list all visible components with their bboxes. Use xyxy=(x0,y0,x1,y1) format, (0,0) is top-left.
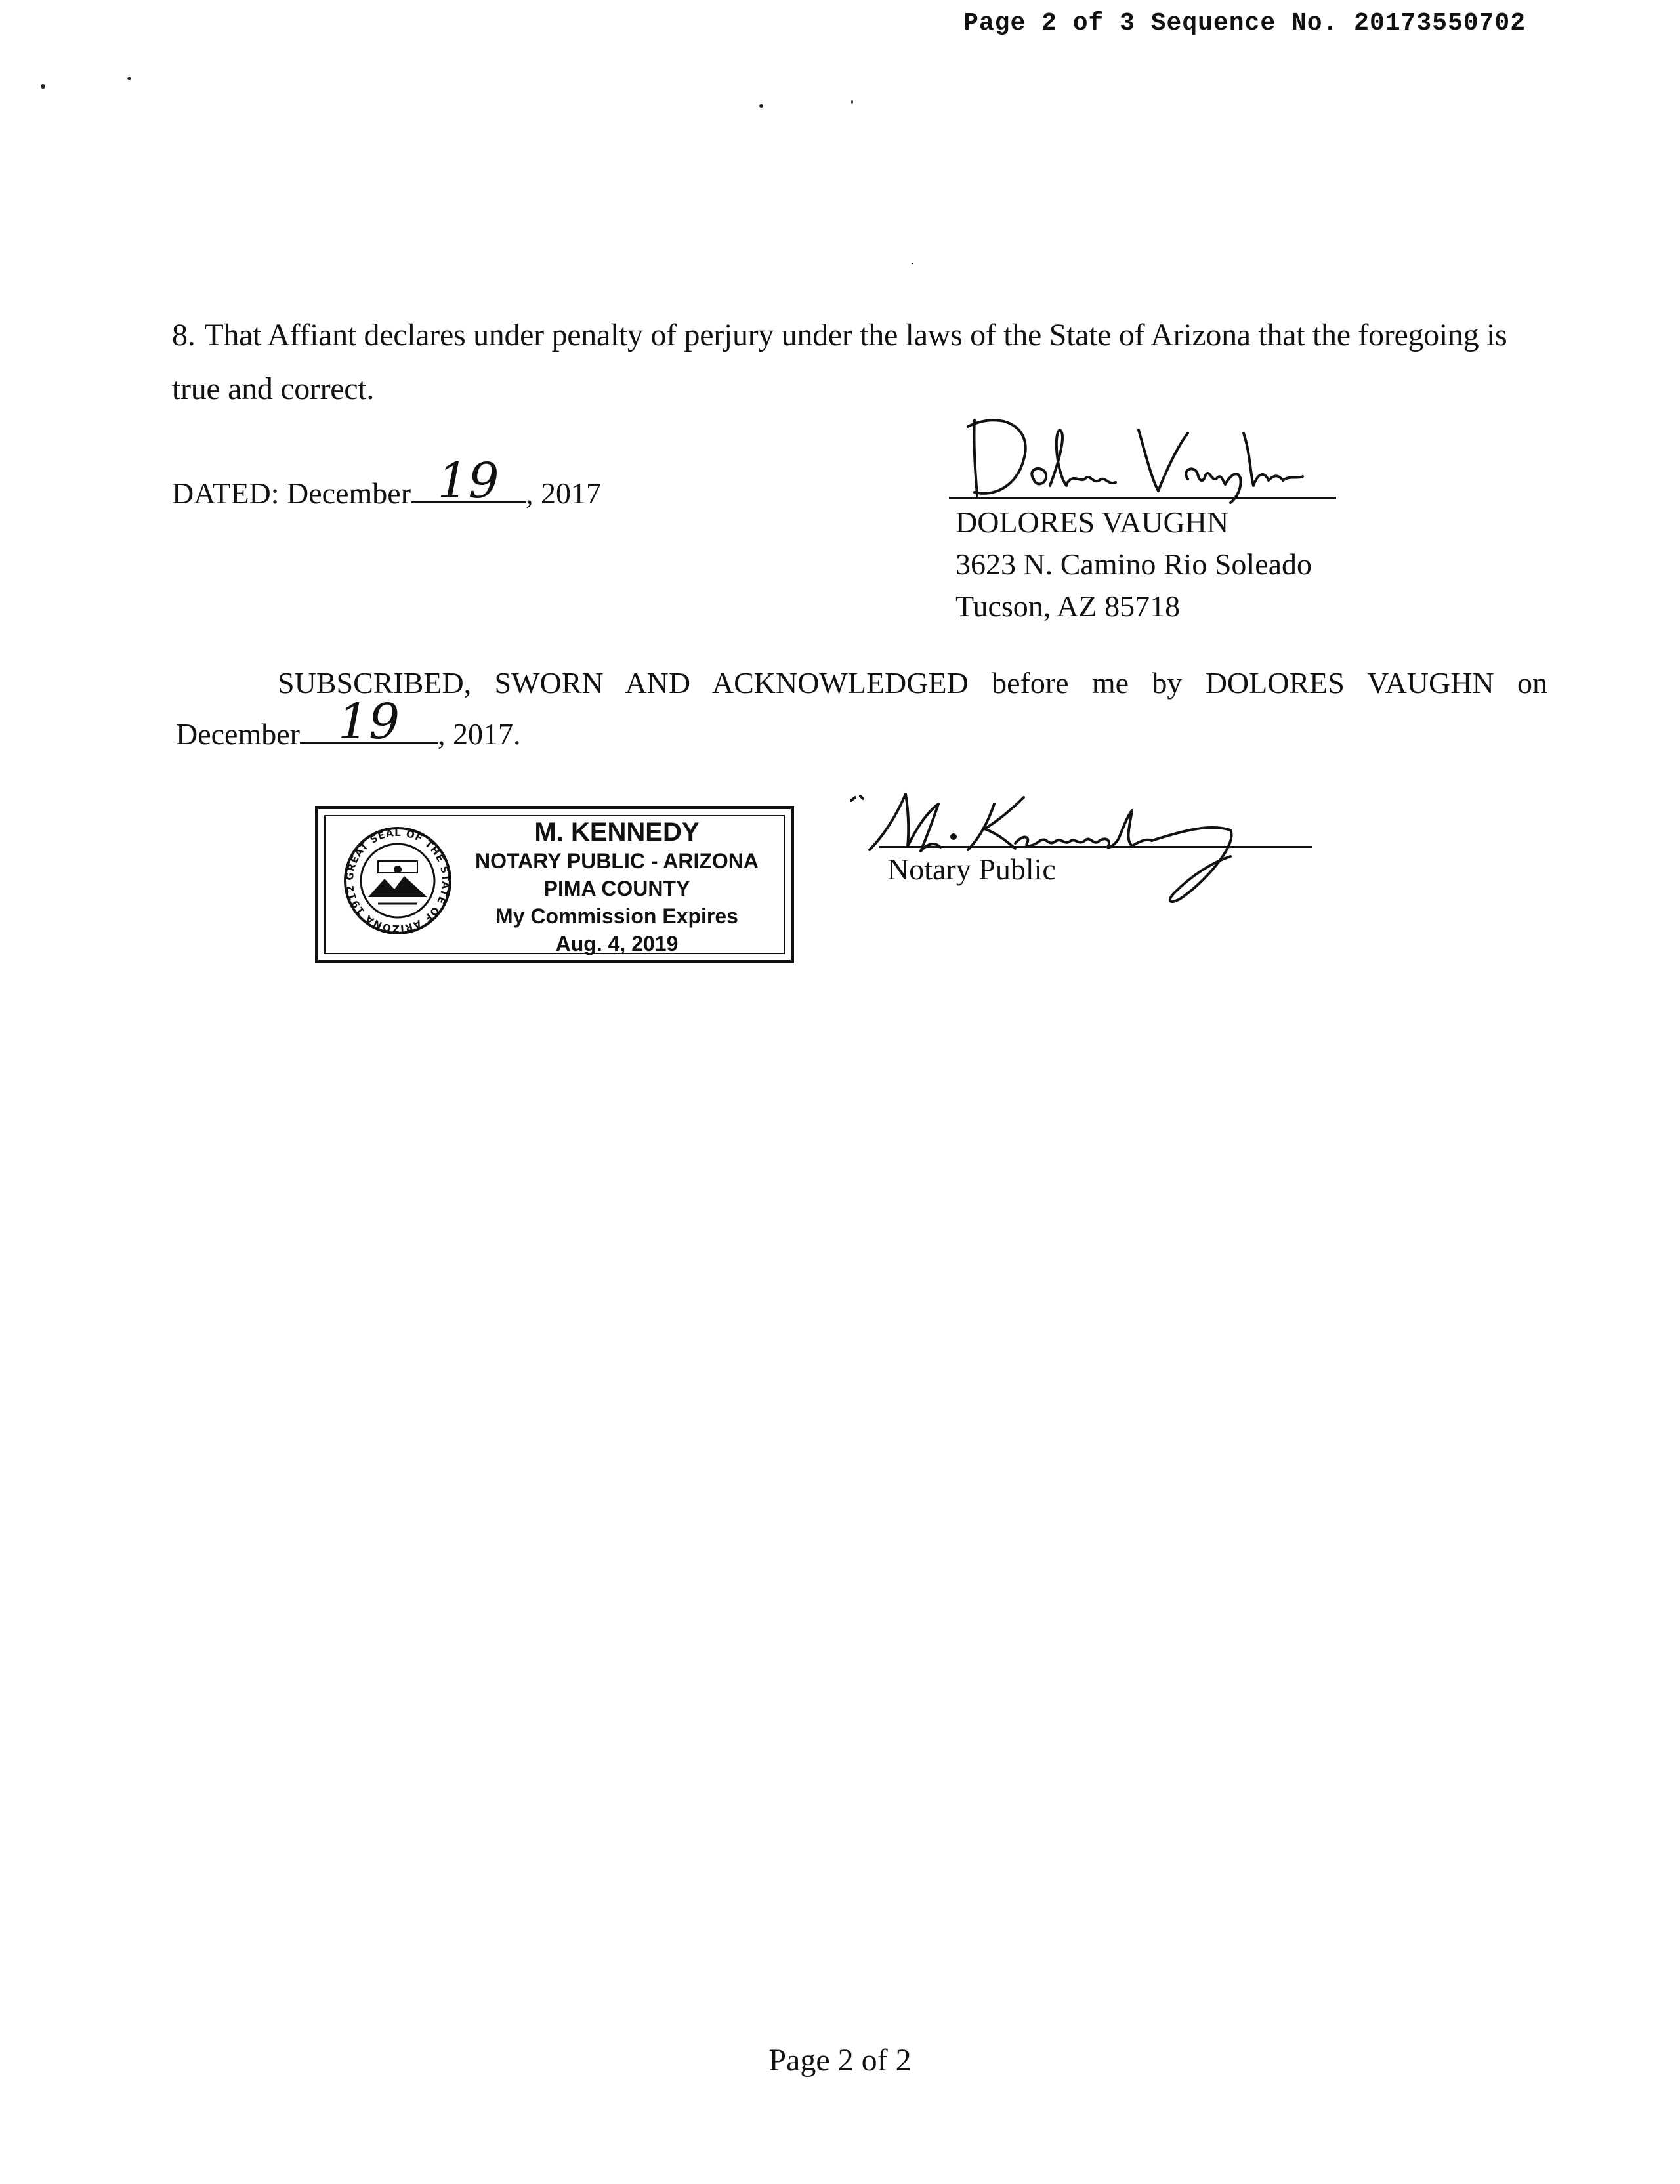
page-footer: Page 2 of 2 xyxy=(768,2043,912,2078)
affiant-signature xyxy=(961,407,1329,505)
stamp-name: M. KENNEDY xyxy=(534,818,700,847)
acknowledgment-line-2 xyxy=(176,694,1547,761)
paragraph-number: 8. xyxy=(172,318,196,352)
acknowledgment-day-blank xyxy=(300,694,438,750)
paragraph-8 xyxy=(172,308,1550,416)
sequence-header: Page 2 of 3 Sequence No. 20173550702 xyxy=(963,9,1526,37)
dated-day-blank xyxy=(411,453,526,509)
stamp-text xyxy=(450,817,784,957)
notary-signature xyxy=(843,778,1316,922)
affiant-signature-line xyxy=(949,497,1336,499)
arizona-seal-icon xyxy=(342,825,453,936)
stamp-commission-label: My Commission Expires xyxy=(495,904,738,928)
acknowledgment-month: December xyxy=(176,717,300,751)
seal-ring-text: GREAT SEAL OF THE STATE OF ARIZONA 1912 xyxy=(343,826,452,935)
dated-year: , 2017 xyxy=(526,476,602,510)
notary-stamp xyxy=(315,806,794,963)
stamp-title: NOTARY PUBLIC - ARIZONA xyxy=(475,849,759,873)
scan-speck xyxy=(759,104,763,108)
scan-speck xyxy=(912,262,914,264)
acknowledgment-year: , 2017. xyxy=(438,717,521,751)
scan-speck xyxy=(41,84,45,89)
dated-day-handwritten: 19 xyxy=(437,453,499,509)
notary-signature-line xyxy=(879,846,1312,848)
stamp-expiration: Aug. 4, 2019 xyxy=(555,932,679,956)
affiant-name: DOLORES VAUGHN xyxy=(956,505,1229,539)
acknowledgment-paragraph xyxy=(176,656,1547,761)
affiant-address-line-1: 3623 N. Camino Rio Soleado xyxy=(956,547,1312,581)
acknowledgment-line-1: SUBSCRIBED, SWORN AND ACKNOWLEDGED before me by DOLORES VAUGHN on xyxy=(278,666,1547,700)
stamp-county: PIMA COUNTY xyxy=(543,877,690,900)
affiant-block xyxy=(956,501,1312,627)
dated-line xyxy=(172,453,602,511)
scan-speck xyxy=(851,100,853,104)
scan-speck xyxy=(127,77,131,80)
notary-public-label: Notary Public xyxy=(887,852,1056,886)
acknowledgment-day-handwritten: 19 xyxy=(337,694,400,750)
paragraph-text: That Affiant declares under penalty of perjury under the laws of the State of Arizona that the foregoing is true and correct. xyxy=(172,318,1507,406)
dated-label: DATED: December xyxy=(172,476,411,510)
affiant-address-line-2: Tucson, AZ 85718 xyxy=(956,589,1181,623)
